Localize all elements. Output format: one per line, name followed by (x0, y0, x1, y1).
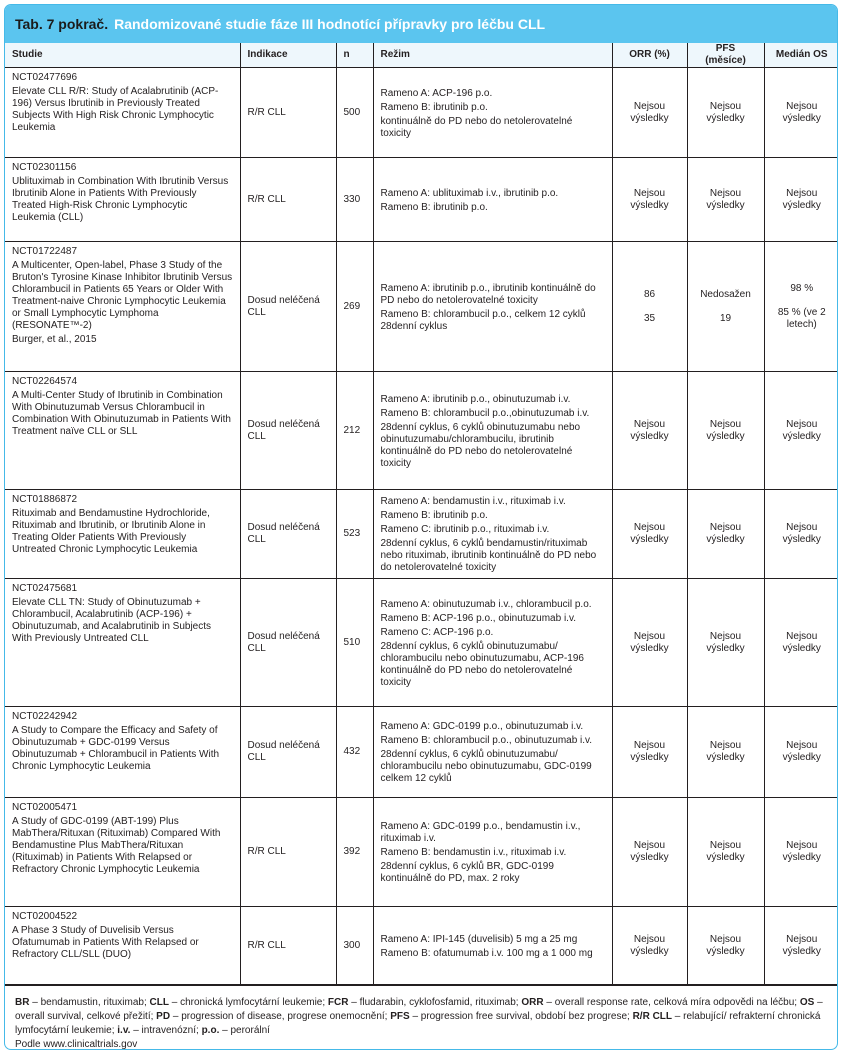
regime-line: Rameno B: chlorambucil p.o., celkem 12 cyklů 28denní cyklus (380, 308, 586, 332)
pfs-value: Nejsou výsledky (706, 630, 745, 654)
orr-value: Nejsou výsledky (630, 933, 669, 957)
col-header-os: Medián OS (764, 43, 838, 68)
indication-text: R/R CLL (247, 193, 286, 205)
abbrev-definition: – fludarabin, cyklofosfamid, rituximab; (348, 997, 522, 1008)
study-text: NCT02004522 (12, 911, 78, 922)
regime-line: 28denní cyklus, 6 cyklů obinutuzumabu/ chlorambucilu nebo obinutuzumabu, GDC-0199 celkem 12 cyklů (380, 749, 592, 784)
pfs-value: Nejsou výsledky (706, 740, 745, 763)
regime-line: 28denní cyklus, 6 cyklů obinutuzumabu/ chlorambucilu nebo obinutuzumabu, ACP-196 kontinuálně do PD nebo do netolerovatelné toxicity (380, 640, 584, 688)
indication-cell (240, 68, 336, 158)
orr-cell (612, 490, 687, 579)
pfs-cell (687, 579, 764, 707)
pfs-cell (687, 907, 764, 985)
regime-line: Rameno A: ublituximab i.v., ibrutinib p.o. (380, 187, 559, 199)
os-value: 85 % (ve 2 letech) (777, 306, 826, 330)
regime-cell (373, 490, 612, 579)
n-cell (336, 490, 373, 579)
regime-line: Rameno A: GDC-0199 p.o., obinutuzumab i.v. (380, 721, 584, 732)
study-text: NCT01886872 (12, 494, 78, 505)
abbrev-term: i.v. (117, 1025, 131, 1036)
regime-line: Rameno B: ACP-196 p.o., obinutuzumab i.v. (380, 612, 576, 624)
table-frame (4, 4, 838, 1050)
table-title: Randomizované studie fáze III hodnotící přípravky pro léčbu CLL (114, 16, 546, 32)
abbrev-term: OS (799, 997, 815, 1008)
indication-cell (240, 242, 336, 372)
abbrev-definition: – perorální (219, 1025, 270, 1036)
abbrev-definition: – overall survival, celkové přežití; (15, 997, 823, 1022)
regime-line: 28denní cyklus, 6 cyklů bendamustin/rituximab nebo rituximab, ibrutinib kontinuálně do PD nebo do netolerovatelné toxicity (380, 538, 597, 573)
pfs-value: Nejsou výsledky (706, 418, 745, 442)
indication-text: R/R CLL (247, 106, 286, 118)
n-value: 392 (343, 846, 361, 857)
regime-line: Rameno A: ibrutinib p.o., obinutuzumab i.v. (380, 393, 571, 405)
study-cell (5, 158, 240, 242)
regime-line: Rameno B: ofatumumab i.v. 100 mg a 1 000 mg (380, 947, 593, 959)
study-text: A Multicenter, Open-label, Phase 3 Study of the Bruton's Tyrosine Kinase Inhibitor Ibrutinib Versus Chlorambucil in Patients 65 Years or Older With Treatment-naive Chronic Lymphocytic Leukemia or Small Lymphocytic Lymphoma (RESONATE™-2) (12, 260, 233, 331)
regime-line: Rameno B: ibrutinib p.o. (380, 201, 488, 213)
orr-value: 35 (643, 312, 656, 324)
abbrev-definition: – relabující/ refrakterní chronická lymfocytární leukemie; (15, 1011, 821, 1036)
study-cell (5, 707, 240, 798)
os-value: 98 % (790, 282, 814, 294)
table-row (5, 158, 838, 242)
regime-line: kontinuálně do PD nebo do netolerovatelné toxicity (380, 115, 573, 139)
n-value: 269 (343, 300, 361, 312)
col-header-study: Studie (5, 43, 240, 68)
orr-cell (612, 242, 687, 372)
regime-cell (373, 372, 612, 490)
abbrev-term: CLL (149, 997, 169, 1008)
indication-cell (240, 490, 336, 579)
orr-cell (612, 372, 687, 490)
study-text: Ublituximab in Combination With Ibrutinib Versus Ibrutinib Alone in Patients With Previously Treated High-Risk Chronic Lymphocytic Leukemia (CLL) (12, 176, 229, 223)
regime-line: Rameno A: ACP-196 p.o. (380, 87, 493, 99)
study-text: A Study to Compare the Efficacy and Safety of Obinutuzumab + GDC-0199 Versus Obinutuzumab + Chlorambucil in Patients With Chronic Lymphocytic Leukemia (12, 725, 220, 772)
n-value: 523 (343, 528, 361, 539)
pfs-cell (687, 158, 764, 242)
os-value: Nejsou výsledky (782, 418, 821, 442)
indication-text: Dosud neléčená CLL (247, 522, 320, 545)
pfs-cell (687, 707, 764, 798)
study-cell (5, 68, 240, 158)
table-row (5, 579, 838, 707)
regime-line: Rameno C: ibrutinib p.o., rituximab i.v. (380, 524, 550, 535)
n-value: 510 (343, 636, 361, 648)
header-row (5, 43, 838, 68)
regime-cell (373, 68, 612, 158)
orr-value: Nejsou výsledky (630, 840, 669, 863)
study-text: A Multi-Center Study of Ibrutinib in Combination With Obinutuzumab Versus Chlorambucil in Combination With Obinutuzumab in Patients With Treatment naïve CLL or SLL (12, 390, 231, 437)
studies-table (5, 43, 838, 985)
indication-text: Dosud neléčená CLL (247, 294, 320, 318)
orr-value: Nejsou výsledky (630, 100, 669, 124)
os-value: Nejsou výsledky (782, 522, 821, 545)
study-text: NCT01722487 (12, 246, 78, 257)
study-text: NCT02242942 (12, 711, 78, 722)
n-cell (336, 907, 373, 985)
abbrev-term: R/R CLL (632, 1011, 673, 1022)
n-value: 330 (343, 193, 361, 205)
regime-line: Rameno B: chlorambucil p.o., obinutuzumab i.v. (380, 735, 593, 746)
orr-cell (612, 158, 687, 242)
os-cell (764, 372, 838, 490)
regime-line: Rameno A: obinutuzumab i.v., chlorambucil p.o. (380, 598, 592, 610)
os-cell (764, 707, 838, 798)
os-cell (764, 798, 838, 907)
study-text: Elevate CLL TN: Study of Obinutuzumab + Chlorambucil, Acalabrutinib (ACP-196) + Obinutuzumab, and Acalabrutinib in Subjects With Previously Untreated CLL (12, 597, 212, 644)
study-text: Rituximab and Bendamustine Hydrochloride, Rituximab and Ibrutinib, or Ibrutinib Alone in Treating Older Patients With Previously Untreated Chronic Lymphocytic Leukemia (12, 508, 210, 555)
regime-cell (373, 242, 612, 372)
pfs-cell (687, 68, 764, 158)
study-text: NCT02475681 (12, 583, 78, 594)
regime-line: Rameno B: bendamustin i.v., rituximab i.v. (380, 847, 567, 858)
regime-line: Rameno B: ibrutinib p.o. (380, 510, 488, 521)
col-header-pfs: PFS (měsíce) (687, 43, 764, 68)
indication-cell (240, 798, 336, 907)
abbrev-definition: – intravenózní; (130, 1025, 202, 1036)
table-row (5, 372, 838, 490)
study-cell (5, 372, 240, 490)
study-cell (5, 579, 240, 707)
orr-cell (612, 907, 687, 985)
abbrev-term: FCR (327, 997, 349, 1008)
os-cell (764, 158, 838, 242)
os-value: Nejsou výsledky (782, 630, 821, 654)
indication-text: Dosud neléčená CLL (247, 630, 320, 654)
os-cell (764, 579, 838, 707)
orr-value: Nejsou výsledky (630, 187, 669, 211)
regime-line: Rameno A: ibrutinib p.o., ibrutinib kontinuálně do PD nebo do netolerovatelné toxicity (380, 282, 596, 306)
indication-cell (240, 707, 336, 798)
regime-line: Rameno B: chlorambucil p.o.,obinutuzumab i.v. (380, 407, 590, 419)
n-value: 432 (343, 746, 361, 757)
regime-line: 28denní cyklus, 6 cyklů obinutuzumabu nebo obinutuzumabu/chlorambucilu, ibrutinib kontinuálně do PD nebo do netolerovatelné toxicity (380, 421, 581, 469)
study-cell (5, 490, 240, 579)
orr-value: Nejsou výsledky (630, 522, 669, 545)
abbrev-term: PFS (390, 1011, 410, 1022)
table-body (5, 68, 838, 985)
os-value: Nejsou výsledky (782, 100, 821, 124)
pfs-cell (687, 372, 764, 490)
indication-cell (240, 372, 336, 490)
source-note: Podle www.clinicaltrials.gov (15, 1039, 138, 1050)
study-text: NCT02301156 (12, 162, 77, 173)
abbrev-definition: – overall response rate, celková míra odpovědi na léčbu; (543, 997, 800, 1008)
abbreviations (15, 996, 829, 1038)
regime-line: Rameno A: GDC-0199 p.o., bendamustin i.v., rituximab i.v. (380, 821, 581, 844)
abbrev-definition: – progression of disease, progrese onemocnění; (170, 1011, 391, 1022)
os-cell (764, 68, 838, 158)
pfs-value: Nejsou výsledky (706, 187, 745, 211)
regime-line: Rameno A: IPI-145 (duvelisib) 5 mg a 25 mg (380, 933, 578, 945)
n-cell (336, 579, 373, 707)
os-value: Nejsou výsledky (782, 840, 821, 863)
orr-value: 86 (643, 288, 656, 300)
col-header-n: n (336, 43, 373, 68)
indication-cell (240, 579, 336, 707)
study-cell (5, 907, 240, 985)
table-title-bar (5, 5, 837, 43)
regime-cell (373, 798, 612, 907)
n-value: 212 (343, 424, 361, 436)
indication-cell (240, 907, 336, 985)
study-cell (5, 242, 240, 372)
os-cell (764, 907, 838, 985)
abbrev-definition: – chronická lymfocytární leukemie; (168, 997, 328, 1008)
indication-text: Dosud neléčená CLL (247, 740, 320, 763)
pfs-value: Nejsou výsledky (706, 100, 745, 124)
regime-cell (373, 158, 612, 242)
os-value: Nejsou výsledky (782, 740, 821, 763)
indication-text: Dosud neléčená CLL (247, 418, 320, 442)
regime-line: Rameno C: ACP-196 p.o. (380, 626, 494, 638)
regime-cell (373, 579, 612, 707)
regime-line: Rameno A: bendamustin i.v., rituximab i.v. (380, 496, 566, 507)
pfs-cell (687, 798, 764, 907)
col-header-indication: Indikace (240, 43, 336, 68)
table-row (5, 490, 838, 579)
orr-cell (612, 68, 687, 158)
table-row (5, 707, 838, 798)
orr-cell (612, 707, 687, 798)
study-text: NCT02477696 (12, 72, 78, 83)
indication-cell (240, 158, 336, 242)
abbrev-term: ORR (521, 997, 544, 1008)
abbrev-term: p.o. (201, 1025, 220, 1036)
pfs-value: 19 (719, 312, 732, 324)
orr-value: Nejsou výsledky (630, 740, 669, 763)
pfs-cell (687, 490, 764, 579)
table-row (5, 68, 838, 158)
orr-cell (612, 579, 687, 707)
pfs-value: Nejsou výsledky (706, 522, 745, 545)
abbrev-definition: – bendamustin, rituximab; (29, 997, 150, 1008)
pfs-value: Nejsou výsledky (706, 840, 745, 863)
os-value: Nejsou výsledky (782, 187, 821, 211)
study-text: Elevate CLL R/R: Study of Acalabrutinib (ACP-196) Versus Ibrutinib in Previously Treated Subjects With High Risk Chronic Lymphocytic Leukemia (12, 86, 219, 133)
table-row (5, 798, 838, 907)
study-text: A Phase 3 Study of Duvelisib Versus Ofatumumab in Patients With Relapsed or Refractory CLL/SLL (DUO) (12, 925, 199, 960)
study-cell (5, 798, 240, 907)
regime-line: Rameno B: ibrutinib p.o. (380, 101, 488, 113)
n-cell (336, 68, 373, 158)
col-header-orr: ORR (%) (612, 43, 687, 68)
study-text: NCT02264574 (12, 376, 78, 387)
study-text: NCT02005471 (12, 802, 78, 813)
pfs-value: Nejsou výsledky (706, 933, 745, 957)
abbrev-term: BR (15, 997, 30, 1008)
os-cell (764, 490, 838, 579)
pfs-cell (687, 242, 764, 372)
table-row (5, 907, 838, 985)
orr-value: Nejsou výsledky (630, 630, 669, 654)
table-number: Tab. 7 pokrač. (15, 16, 109, 32)
os-cell (764, 242, 838, 372)
n-cell (336, 372, 373, 490)
indication-text: R/R CLL (247, 846, 286, 857)
n-value: 300 (343, 939, 361, 951)
regime-cell (373, 707, 612, 798)
n-cell (336, 798, 373, 907)
study-text: A Study of GDC-0199 (ABT-199) Plus MabThera/Rituxan (Rituximab) Compared With Bendamustine Plus MabThera/Rituxan (Rituximab) in Patients With Relapsed or Refractory Chronic Lymphocytic Leukemia (12, 816, 221, 875)
n-value: 500 (343, 106, 361, 118)
n-cell (336, 158, 373, 242)
n-cell (336, 242, 373, 372)
abbrev-definition: – progression free survival, období bez progrese; (409, 1011, 633, 1022)
table-row (5, 242, 838, 372)
table-footnote (5, 985, 837, 1050)
col-header-regime: Režim (373, 43, 612, 68)
regime-line: 28denní cyklus, 6 cyklů BR, GDC-0199 kontinuálně do PD, max. 2 roky (380, 861, 554, 884)
study-text: Burger, et al., 2015 (12, 334, 97, 345)
abbrev-term: PD (156, 1011, 171, 1022)
orr-value: Nejsou výsledky (630, 418, 669, 442)
indication-text: R/R CLL (247, 939, 286, 951)
orr-cell (612, 798, 687, 907)
os-value: Nejsou výsledky (782, 933, 821, 957)
pfs-value: Nedosažen (700, 288, 751, 300)
regime-cell (373, 907, 612, 985)
n-cell (336, 707, 373, 798)
